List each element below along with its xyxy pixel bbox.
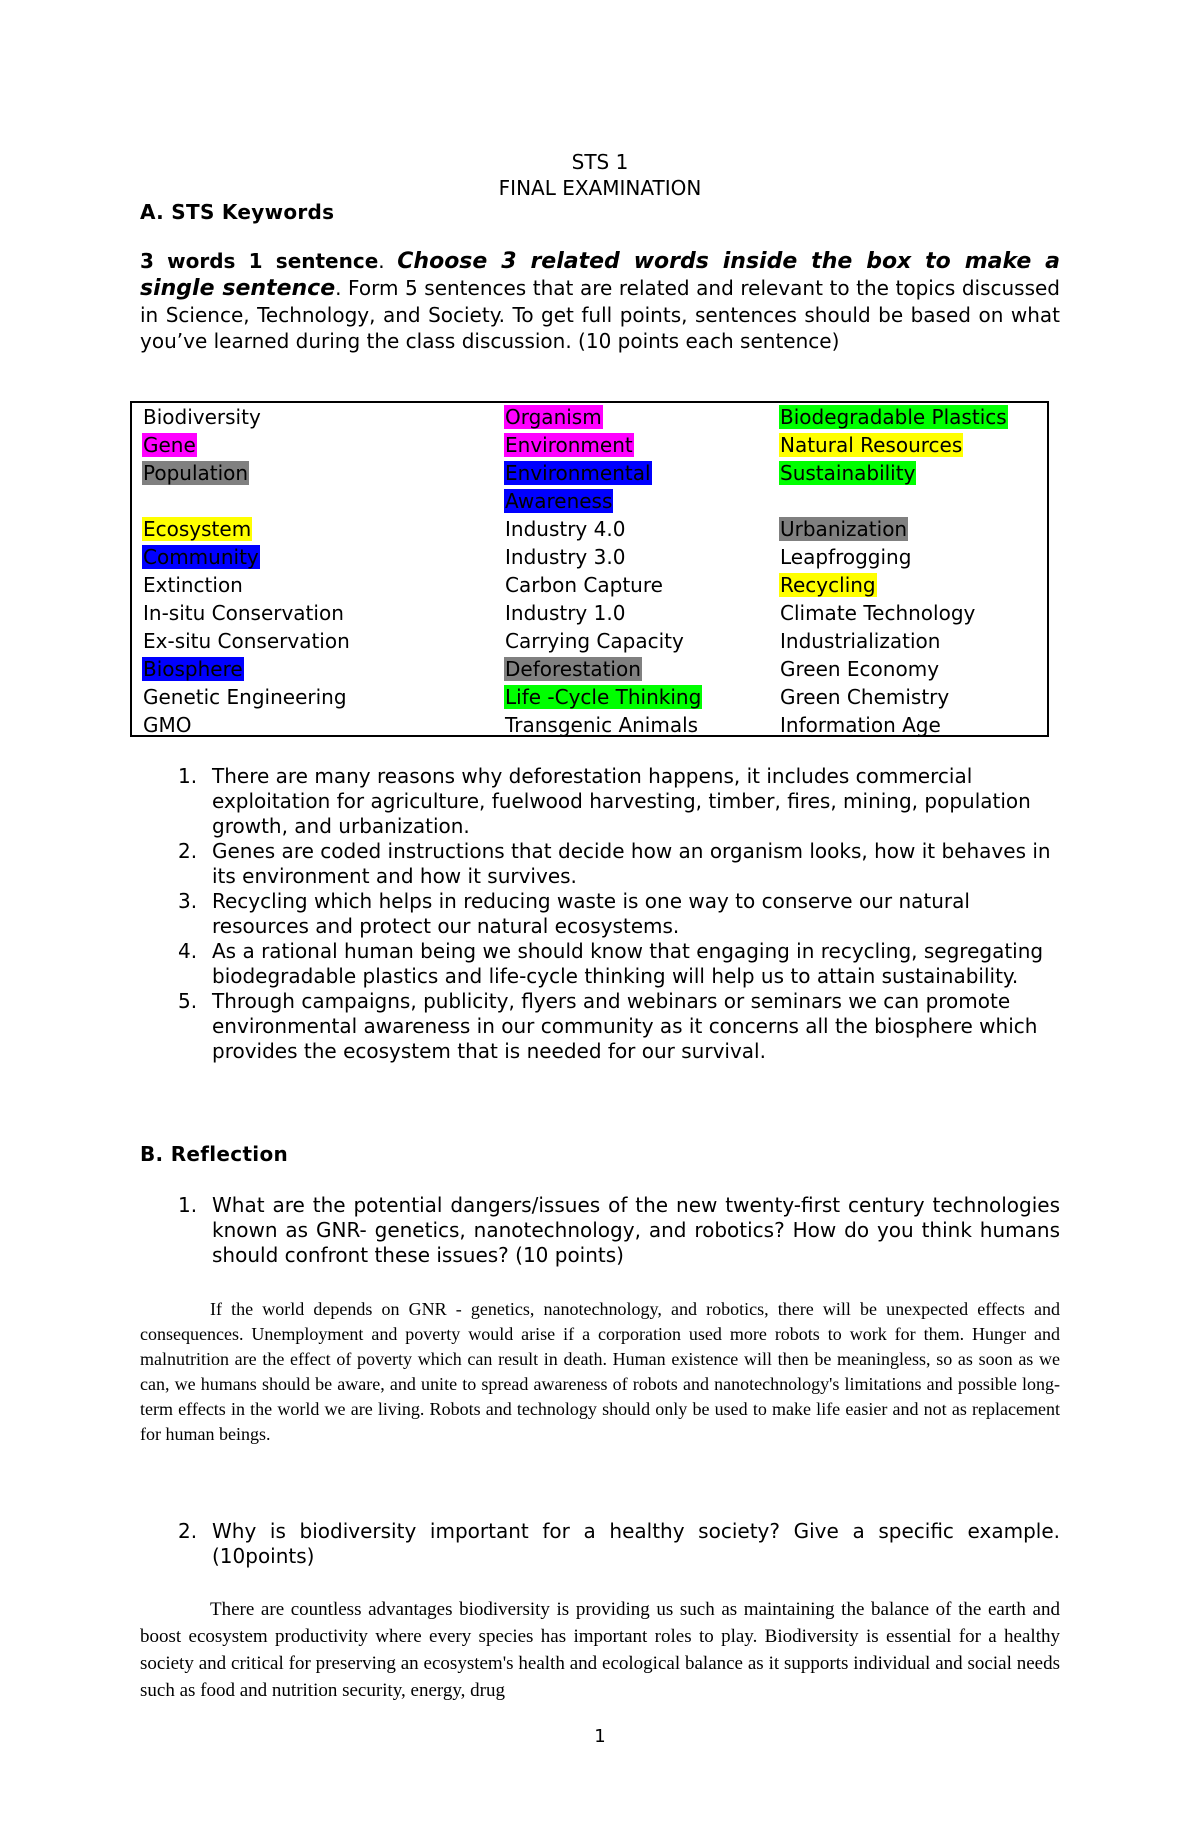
keyword-text: Biodegradable Plastics	[780, 405, 1007, 429]
keyword-cell	[142, 571, 351, 599]
answer-2: There are countless advantages biodiversity is providing us such as maintaining the balance of the earth and boost ecosystem productivity where every species has important roles to play. Biodiversity is essential for a healthy society and critical for preserving an ecosystem's health and ecological balance as it supports individual and social needs such as food and nutrition security, energy, drug	[140, 1599, 1060, 1701]
keyword-text: Transgenic Animals	[505, 713, 699, 737]
keyword-cell	[779, 711, 1008, 739]
sentence-list	[170, 764, 1060, 1064]
keyword-text: Environmental	[505, 461, 651, 485]
keyword-text: Industrialization	[780, 629, 941, 653]
question-text: What are the potential dangers/issues of the new twenty-first century technologies known as GNR- genetics, nanotechnology, and robotics? How do you think humans should confront these issues? (10 points)	[212, 1193, 1060, 1267]
sentence-number: 2.	[178, 839, 198, 863]
page-number: 1	[594, 1726, 606, 1747]
keyword-text: In-situ Conservation	[143, 601, 344, 625]
keyword-cell	[504, 571, 702, 599]
keyword-column-1	[142, 403, 351, 739]
keyword-cell	[142, 543, 351, 571]
keyword-text: Community	[143, 545, 259, 569]
keyword-text: Ecosystem	[143, 517, 252, 541]
instruction-bold: 3 words 1 sentence	[140, 249, 379, 273]
keyword-cell	[504, 543, 702, 571]
keyword-text: Recycling	[780, 573, 876, 597]
keyword-text: Ex-situ Conservation	[143, 629, 350, 653]
keyword-cell	[142, 459, 351, 487]
keyword-text: Environment	[505, 433, 633, 457]
section-a-heading: A. STS Keywords	[140, 200, 335, 224]
keyword-column-2	[504, 403, 702, 739]
keyword-text: Natural Resources	[780, 433, 963, 457]
sentence-text: Genes are coded instructions that decide how an organism looks, how it behaves in its environment and how it survives.	[212, 839, 1051, 888]
keyword-cell	[504, 599, 702, 627]
keyword-cell	[504, 515, 702, 543]
answer-1: If the world depends on GNR - genetics, nanotechnology, and robotics, there will be unexpected effects and consequences. Unemployment and poverty would arise if a corporation used more robots to work for them. Hunger and malnutrition are the effect of poverty which can result in death. Human existence will then be meaningless, so as soon as we can, we humans should be aware, and unite to spread awareness of robots and nanotechnology's limitations and possible long-term effects in the world we are living. Robots and technology should only be used to make life easier and not as replacement for human beings.	[140, 1299, 1060, 1444]
keyword-text: Population	[143, 461, 249, 485]
keyword-text: Biosphere	[143, 657, 243, 681]
keyword-cell	[504, 711, 702, 739]
keyword-cell	[142, 711, 351, 739]
section-b-heading: B. Reflection	[140, 1142, 289, 1166]
keyword-cell	[142, 627, 351, 655]
keyword-text: Carbon Capture	[505, 573, 663, 597]
instruction-rest: . Form 5 sentences that are related and relevant to the topics discussed in Science, Technology, and Society. To get full points, sentences should be based on what you’ve learned during the class discussion. (10 points each sentence)	[140, 276, 1061, 353]
reflection-question-2	[170, 1519, 1060, 1569]
instruction-italic: Choose 3 related words inside the box to make a single sentence	[140, 249, 1060, 301]
sentence-text: There are many reasons why deforestation happens, it includes commercial exploitation for agriculture, fuelwood harvesting, timber, fires, mining, population growth, and urbanization.	[212, 764, 1031, 838]
sentence-number: 3.	[178, 889, 198, 913]
keyword-text: Climate Technology	[780, 601, 976, 625]
keyword-text: Industry 4.0	[505, 517, 626, 541]
keyword-cell	[779, 543, 1008, 571]
keyword-cell	[504, 487, 702, 515]
sentence-text: Recycling which helps in reducing waste is one way to conserve our natural resources and protect our natural ecosystems.	[212, 889, 970, 938]
keyword-cell	[779, 683, 1008, 711]
keyword-text: Biodiversity	[143, 405, 261, 429]
sentence-item	[170, 764, 1060, 839]
keyword-text: Organism	[505, 405, 602, 429]
keyword-column-3	[779, 403, 1008, 739]
instructions	[140, 248, 1060, 354]
keyword-text	[779, 489, 781, 513]
keyword-cell	[142, 403, 351, 431]
sentence-number: 1.	[178, 764, 198, 788]
sentence-number: 5.	[178, 989, 198, 1013]
keyword-text: Life -Cycle Thinking	[505, 685, 702, 709]
sentence-text: As a rational human being we should know that engaging in recycling, segregating biodegradable plastics and life-cycle thinking will help us to attain sustainability.	[212, 939, 1044, 988]
sentence-item	[170, 989, 1060, 1064]
keyword-cell	[504, 403, 702, 431]
keyword-cell	[504, 459, 702, 487]
keyword-text: Green Chemistry	[780, 685, 950, 709]
keyword-cell	[779, 599, 1008, 627]
keyword-cell	[779, 403, 1008, 431]
keyword-cell	[142, 431, 351, 459]
question-number: 2.	[178, 1519, 198, 1543]
keyword-text: Information Age	[780, 713, 941, 737]
keyword-cell	[779, 655, 1008, 683]
keyword-text: Sustainability	[780, 461, 916, 485]
keyword-text: Green Economy	[780, 657, 940, 681]
keyword-text: Leapfrogging	[780, 545, 912, 569]
course-title: STS 1	[571, 150, 629, 174]
keyword-cell	[504, 655, 702, 683]
keyword-text: Gene	[143, 433, 196, 457]
keyword-text: GMO	[143, 713, 192, 737]
instruction-sep: .	[378, 249, 398, 273]
keyword-text: Awareness	[505, 489, 613, 513]
keyword-cell	[779, 571, 1008, 599]
keyword-cell	[142, 599, 351, 627]
keyword-cell	[779, 459, 1008, 487]
sentence-number: 4.	[178, 939, 198, 963]
keyword-text: Genetic Engineering	[143, 685, 347, 709]
sentence-item	[170, 839, 1060, 889]
question-number: 1.	[178, 1193, 198, 1217]
keyword-text: Industry 3.0	[505, 545, 626, 569]
sentence-item	[170, 889, 1060, 939]
keyword-text: Extinction	[143, 573, 243, 597]
keyword-cell	[142, 655, 351, 683]
sentence-item	[170, 939, 1060, 989]
keyword-cell	[504, 627, 702, 655]
keyword-cell	[142, 515, 351, 543]
reflection-question-1	[170, 1193, 1060, 1268]
keyword-text: Urbanization	[780, 517, 908, 541]
keyword-text	[142, 489, 144, 513]
question-text: Why is biodiversity important for a healthy society? Give a specific example. (10points)	[212, 1519, 1060, 1568]
keyword-cell	[779, 627, 1008, 655]
keyword-box	[130, 401, 1049, 737]
exam-title: FINAL EXAMINATION	[498, 176, 702, 200]
keyword-cell	[142, 683, 351, 711]
keyword-cell	[504, 683, 702, 711]
keyword-cell	[779, 515, 1008, 543]
keyword-text: Deforestation	[505, 657, 641, 681]
keyword-cell	[504, 431, 702, 459]
sentence-text: Through campaigns, publicity, flyers and webinars or seminars we can promote environmental awareness in our community as it concerns all the biosphere which provides the ecosystem that is needed for our survival.	[212, 989, 1038, 1063]
keyword-cell	[779, 487, 1008, 515]
keyword-text: Carrying Capacity	[505, 629, 684, 653]
keyword-cell	[142, 487, 351, 515]
keyword-cell	[779, 431, 1008, 459]
keyword-text: Industry 1.0	[505, 601, 626, 625]
